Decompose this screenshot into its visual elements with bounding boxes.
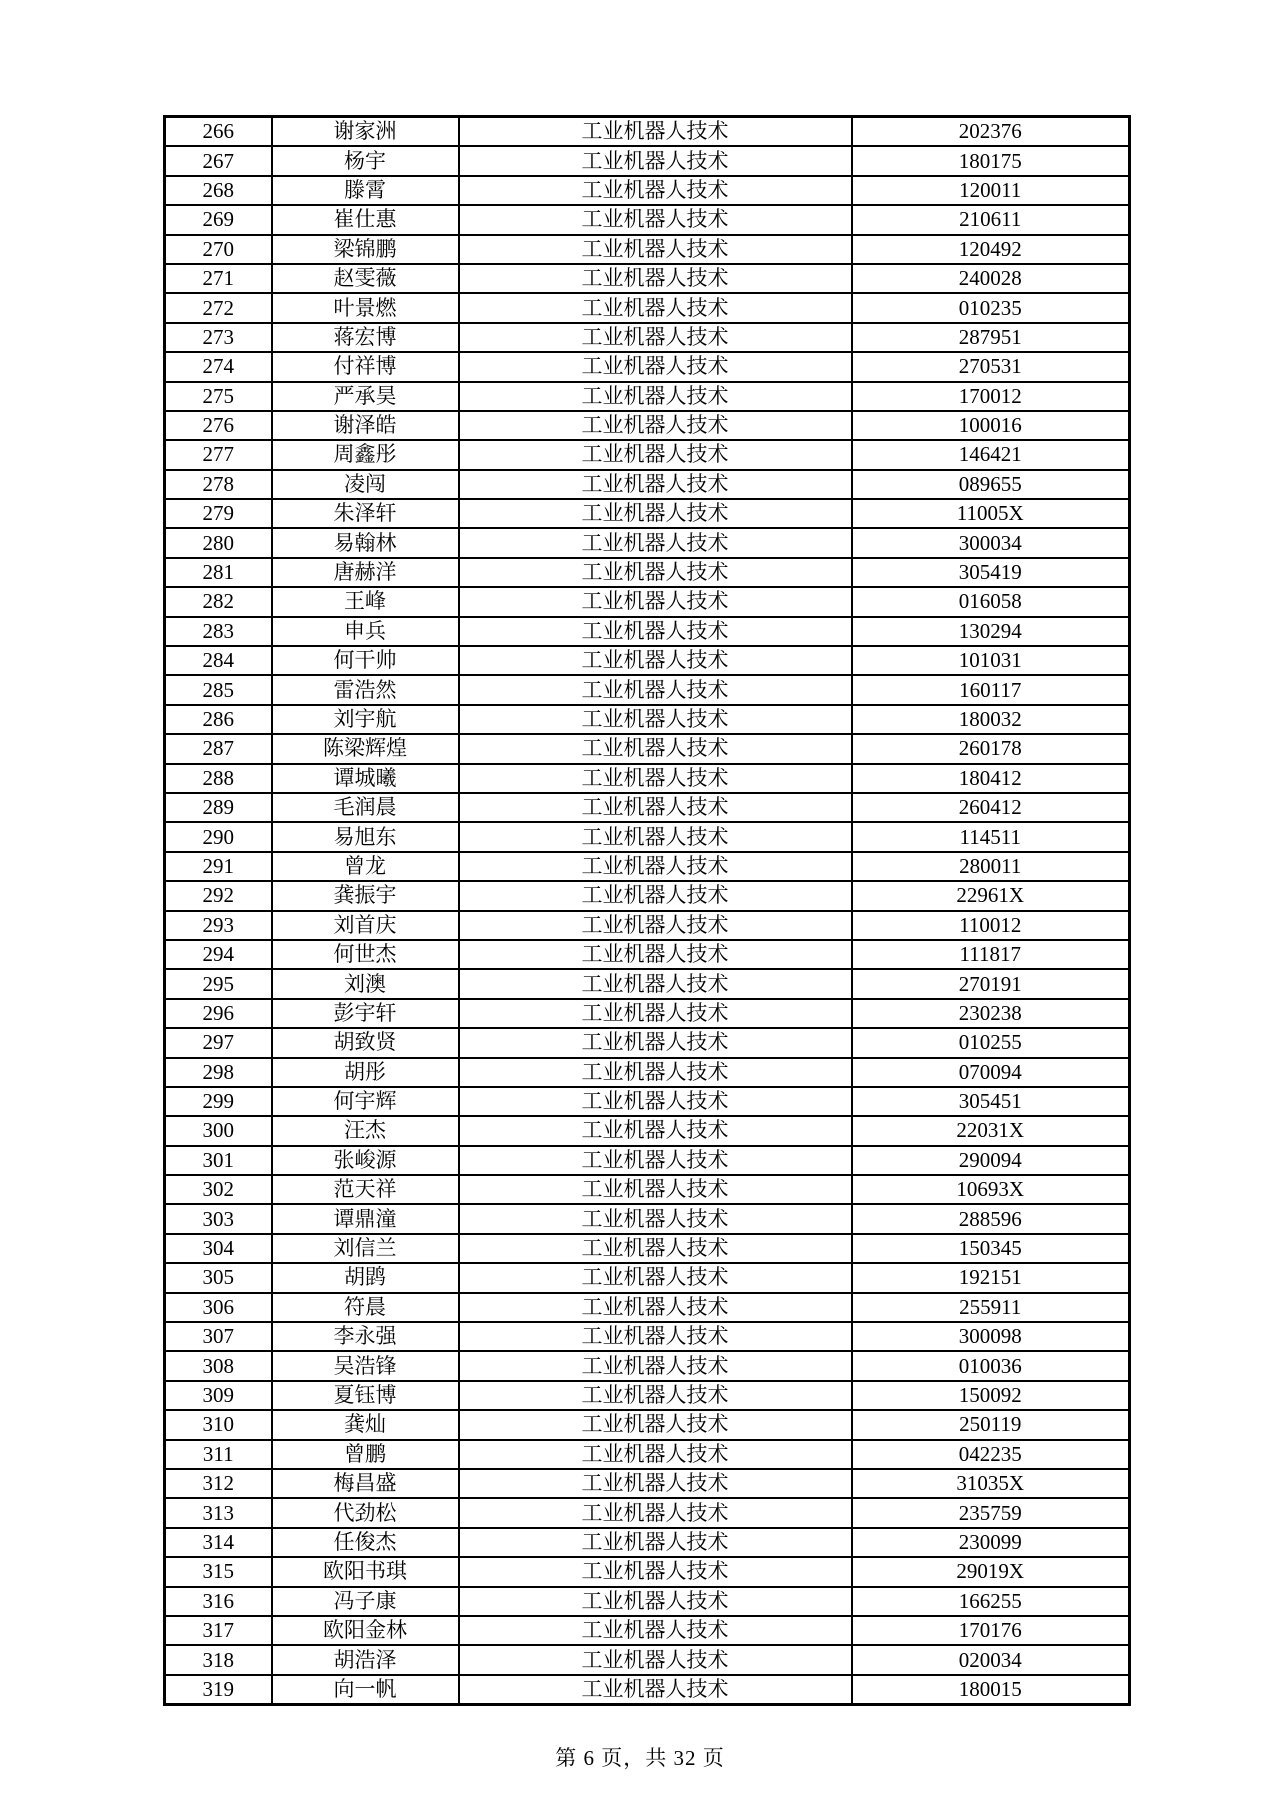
- cell-name: 曾龙: [272, 852, 459, 881]
- cell-name: 梅昌盛: [272, 1469, 459, 1498]
- cell-name: 刘首庆: [272, 911, 459, 940]
- table-row: [165, 470, 1130, 499]
- table-row: [165, 911, 1130, 940]
- cell-name: 易旭东: [272, 822, 459, 851]
- cell-name: 陈梁辉煌: [272, 734, 459, 763]
- cell-seq: 313: [165, 1498, 272, 1527]
- cell-major: 工业机器人技术: [459, 176, 852, 205]
- cell-id: 280011: [852, 852, 1130, 881]
- table-row: [165, 675, 1130, 704]
- cell-id: 260178: [852, 734, 1130, 763]
- table-row: [165, 1234, 1130, 1263]
- table-row: [165, 528, 1130, 557]
- cell-major: 工业机器人技术: [459, 1146, 852, 1175]
- cell-major: 工业机器人技术: [459, 235, 852, 264]
- cell-major: 工业机器人技术: [459, 852, 852, 881]
- cell-major: 工业机器人技术: [459, 1557, 852, 1586]
- cell-name: 冯子康: [272, 1587, 459, 1616]
- table-row: [165, 293, 1130, 322]
- cell-id: 287951: [852, 323, 1130, 352]
- cell-name: 李永强: [272, 1322, 459, 1351]
- cell-seq: 312: [165, 1469, 272, 1498]
- cell-id: 235759: [852, 1498, 1130, 1527]
- cell-seq: 276: [165, 411, 272, 440]
- cell-id: 288596: [852, 1204, 1130, 1233]
- cell-id: 11005X: [852, 499, 1130, 528]
- table-row: [165, 1028, 1130, 1057]
- cell-name: 杨宇: [272, 146, 459, 175]
- cell-name: 申兵: [272, 617, 459, 646]
- cell-id: 010036: [852, 1351, 1130, 1380]
- cell-name: 代劲松: [272, 1498, 459, 1527]
- cell-seq: 290: [165, 822, 272, 851]
- cell-seq: 287: [165, 734, 272, 763]
- table-row: [165, 1351, 1130, 1380]
- cell-id: 114511: [852, 822, 1130, 851]
- table-row: [165, 822, 1130, 851]
- cell-seq: 274: [165, 352, 272, 381]
- cell-id: 170176: [852, 1616, 1130, 1645]
- cell-id: 166255: [852, 1587, 1130, 1616]
- cell-seq: 319: [165, 1675, 272, 1705]
- table-row: [165, 1557, 1130, 1586]
- cell-seq: 296: [165, 999, 272, 1028]
- cell-id: 100016: [852, 411, 1130, 440]
- table-row: [165, 499, 1130, 528]
- cell-seq: 288: [165, 764, 272, 793]
- cell-id: 180015: [852, 1675, 1130, 1705]
- cell-major: 工业机器人技术: [459, 1293, 852, 1322]
- cell-major: 工业机器人技术: [459, 1058, 852, 1087]
- table-row: [165, 734, 1130, 763]
- cell-id: 192151: [852, 1263, 1130, 1292]
- cell-seq: 298: [165, 1058, 272, 1087]
- table-row: [165, 1087, 1130, 1116]
- cell-major: 工业机器人技术: [459, 911, 852, 940]
- cell-major: 工业机器人技术: [459, 264, 852, 293]
- cell-major: 工业机器人技术: [459, 117, 852, 147]
- cell-name: 毛润晨: [272, 793, 459, 822]
- cell-seq: 277: [165, 440, 272, 469]
- cell-major: 工业机器人技术: [459, 1028, 852, 1057]
- cell-seq: 271: [165, 264, 272, 293]
- cell-seq: 309: [165, 1381, 272, 1410]
- cell-major: 工业机器人技术: [459, 1116, 852, 1145]
- cell-seq: 300: [165, 1116, 272, 1145]
- table-row: [165, 940, 1130, 969]
- cell-name: 周鑫彤: [272, 440, 459, 469]
- table-row: [165, 1469, 1130, 1498]
- table-row: [165, 1645, 1130, 1674]
- cell-major: 工业机器人技术: [459, 323, 852, 352]
- table-row: [165, 793, 1130, 822]
- roster-table-body: [165, 117, 1130, 1705]
- table-row: [165, 176, 1130, 205]
- cell-seq: 301: [165, 1146, 272, 1175]
- cell-id: 010235: [852, 293, 1130, 322]
- cell-name: 刘澳: [272, 969, 459, 998]
- table-row: [165, 646, 1130, 675]
- cell-name: 梁锦鹏: [272, 235, 459, 264]
- table-row: [165, 1381, 1130, 1410]
- cell-id: 160117: [852, 675, 1130, 704]
- cell-major: 工业机器人技术: [459, 793, 852, 822]
- cell-name: 彭宇轩: [272, 999, 459, 1028]
- cell-id: 101031: [852, 646, 1130, 675]
- table-row: [165, 1058, 1130, 1087]
- roster-table: [163, 115, 1131, 1706]
- cell-name: 刘信兰: [272, 1234, 459, 1263]
- cell-major: 工业机器人技术: [459, 734, 852, 763]
- table-row: [165, 1293, 1130, 1322]
- cell-major: 工业机器人技术: [459, 617, 852, 646]
- table-row: [165, 1675, 1130, 1705]
- cell-seq: 311: [165, 1440, 272, 1469]
- cell-name: 胡致贤: [272, 1028, 459, 1057]
- cell-major: 工业机器人技术: [459, 999, 852, 1028]
- table-row: [165, 1498, 1130, 1527]
- table-row: [165, 146, 1130, 175]
- cell-seq: 291: [165, 852, 272, 881]
- cell-id: 120492: [852, 235, 1130, 264]
- cell-seq: 275: [165, 382, 272, 411]
- cell-name: 任俊杰: [272, 1528, 459, 1557]
- table-row: [165, 1528, 1130, 1557]
- table-row: [165, 1204, 1130, 1233]
- table-row: [165, 235, 1130, 264]
- cell-id: 22961X: [852, 881, 1130, 910]
- cell-name: 朱泽轩: [272, 499, 459, 528]
- table-row: [165, 969, 1130, 998]
- page-footer: 第 6 页，共 32 页: [555, 1746, 725, 1770]
- cell-seq: 272: [165, 293, 272, 322]
- cell-name: 范天祥: [272, 1175, 459, 1204]
- cell-name: 谭鼎潼: [272, 1204, 459, 1233]
- cell-major: 工业机器人技术: [459, 528, 852, 557]
- cell-name: 叶景燃: [272, 293, 459, 322]
- cell-seq: 268: [165, 176, 272, 205]
- table-row: [165, 1616, 1130, 1645]
- table-row: [165, 1440, 1130, 1469]
- cell-major: 工业机器人技术: [459, 382, 852, 411]
- cell-seq: 278: [165, 470, 272, 499]
- cell-id: 230099: [852, 1528, 1130, 1557]
- cell-id: 020034: [852, 1645, 1130, 1674]
- cell-id: 300098: [852, 1322, 1130, 1351]
- cell-id: 29019X: [852, 1557, 1130, 1586]
- cell-seq: 299: [165, 1087, 272, 1116]
- cell-major: 工业机器人技术: [459, 822, 852, 851]
- cell-name: 欧阳金林: [272, 1616, 459, 1645]
- table-row: [165, 1116, 1130, 1145]
- cell-major: 工业机器人技术: [459, 470, 852, 499]
- cell-major: 工业机器人技术: [459, 1351, 852, 1380]
- cell-id: 260412: [852, 793, 1130, 822]
- table-row: [165, 205, 1130, 234]
- cell-seq: 310: [165, 1410, 272, 1439]
- cell-name: 龚振宇: [272, 881, 459, 910]
- cell-major: 工业机器人技术: [459, 411, 852, 440]
- cell-name: 崔仕惠: [272, 205, 459, 234]
- cell-major: 工业机器人技术: [459, 969, 852, 998]
- cell-name: 赵雯薇: [272, 264, 459, 293]
- cell-name: 龚灿: [272, 1410, 459, 1439]
- cell-name: 凌闯: [272, 470, 459, 499]
- cell-name: 滕霄: [272, 176, 459, 205]
- cell-name: 张峻源: [272, 1146, 459, 1175]
- cell-major: 工业机器人技术: [459, 1440, 852, 1469]
- cell-seq: 294: [165, 940, 272, 969]
- cell-major: 工业机器人技术: [459, 1410, 852, 1439]
- cell-name: 胡鹍: [272, 1263, 459, 1292]
- cell-id: 305451: [852, 1087, 1130, 1116]
- cell-name: 向一帆: [272, 1675, 459, 1705]
- cell-name: 谢泽皓: [272, 411, 459, 440]
- cell-seq: 269: [165, 205, 272, 234]
- cell-id: 111817: [852, 940, 1130, 969]
- cell-name: 何干帅: [272, 646, 459, 675]
- cell-name: 王峰: [272, 587, 459, 616]
- cell-id: 305419: [852, 558, 1130, 587]
- cell-major: 工业机器人技术: [459, 705, 852, 734]
- cell-seq: 316: [165, 1587, 272, 1616]
- cell-major: 工业机器人技术: [459, 1234, 852, 1263]
- cell-name: 曾鹏: [272, 1440, 459, 1469]
- cell-id: 170012: [852, 382, 1130, 411]
- cell-seq: 303: [165, 1204, 272, 1233]
- cell-id: 290094: [852, 1146, 1130, 1175]
- cell-seq: 273: [165, 323, 272, 352]
- cell-seq: 317: [165, 1616, 272, 1645]
- cell-major: 工业机器人技术: [459, 293, 852, 322]
- cell-seq: 297: [165, 1028, 272, 1057]
- cell-seq: 285: [165, 675, 272, 704]
- cell-major: 工业机器人技术: [459, 1498, 852, 1527]
- cell-seq: 295: [165, 969, 272, 998]
- cell-major: 工业机器人技术: [459, 352, 852, 381]
- cell-id: 110012: [852, 911, 1130, 940]
- cell-seq: 315: [165, 1557, 272, 1586]
- cell-major: 工业机器人技术: [459, 1322, 852, 1351]
- cell-major: 工业机器人技术: [459, 558, 852, 587]
- cell-name: 雷浩然: [272, 675, 459, 704]
- cell-major: 工业机器人技术: [459, 1645, 852, 1674]
- table-row: [165, 352, 1130, 381]
- table-row: [165, 1322, 1130, 1351]
- cell-name: 严承昊: [272, 382, 459, 411]
- cell-name: 胡彤: [272, 1058, 459, 1087]
- table-row: [165, 852, 1130, 881]
- cell-id: 070094: [852, 1058, 1130, 1087]
- cell-id: 120011: [852, 176, 1130, 205]
- cell-seq: 314: [165, 1528, 272, 1557]
- cell-id: 089655: [852, 470, 1130, 499]
- table-row: [165, 1410, 1130, 1439]
- cell-seq: 318: [165, 1645, 272, 1674]
- cell-name: 何世杰: [272, 940, 459, 969]
- cell-major: 工业机器人技术: [459, 1381, 852, 1410]
- cell-seq: 308: [165, 1351, 272, 1380]
- cell-major: 工业机器人技术: [459, 1587, 852, 1616]
- table-row: [165, 264, 1130, 293]
- cell-seq: 307: [165, 1322, 272, 1351]
- table-row: [165, 764, 1130, 793]
- cell-id: 150092: [852, 1381, 1130, 1410]
- cell-seq: 283: [165, 617, 272, 646]
- cell-major: 工业机器人技术: [459, 1204, 852, 1233]
- cell-seq: 282: [165, 587, 272, 616]
- cell-seq: 284: [165, 646, 272, 675]
- table-row: [165, 411, 1130, 440]
- table-row: [165, 881, 1130, 910]
- cell-id: 230238: [852, 999, 1130, 1028]
- table-row: [165, 1263, 1130, 1292]
- table-row: [165, 382, 1130, 411]
- cell-id: 250119: [852, 1410, 1130, 1439]
- cell-major: 工业机器人技术: [459, 1528, 852, 1557]
- cell-name: 何宇辉: [272, 1087, 459, 1116]
- table-row: [165, 1175, 1130, 1204]
- cell-id: 010255: [852, 1028, 1130, 1057]
- cell-id: 22031X: [852, 1116, 1130, 1145]
- cell-seq: 270: [165, 235, 272, 264]
- table-row: [165, 323, 1130, 352]
- cell-seq: 304: [165, 1234, 272, 1263]
- cell-id: 270191: [852, 969, 1130, 998]
- cell-id: 300034: [852, 528, 1130, 557]
- cell-major: 工业机器人技术: [459, 764, 852, 793]
- cell-id: 180032: [852, 705, 1130, 734]
- table-row: [165, 117, 1130, 147]
- cell-seq: 281: [165, 558, 272, 587]
- cell-major: 工业机器人技术: [459, 146, 852, 175]
- cell-major: 工业机器人技术: [459, 205, 852, 234]
- cell-major: 工业机器人技术: [459, 1675, 852, 1705]
- cell-major: 工业机器人技术: [459, 587, 852, 616]
- cell-seq: 305: [165, 1263, 272, 1292]
- cell-major: 工业机器人技术: [459, 1469, 852, 1498]
- cell-seq: 293: [165, 911, 272, 940]
- cell-major: 工业机器人技术: [459, 1263, 852, 1292]
- cell-name: 胡浩泽: [272, 1645, 459, 1674]
- cell-major: 工业机器人技术: [459, 881, 852, 910]
- cell-name: 谭城曦: [272, 764, 459, 793]
- cell-seq: 306: [165, 1293, 272, 1322]
- cell-seq: 267: [165, 146, 272, 175]
- cell-id: 210611: [852, 205, 1130, 234]
- table-row: [165, 1587, 1130, 1616]
- cell-id: 31035X: [852, 1469, 1130, 1498]
- cell-id: 255911: [852, 1293, 1130, 1322]
- cell-id: 146421: [852, 440, 1130, 469]
- table-row: [165, 999, 1130, 1028]
- cell-major: 工业机器人技术: [459, 646, 852, 675]
- cell-seq: 266: [165, 117, 272, 147]
- table-row: [165, 617, 1130, 646]
- cell-seq: 286: [165, 705, 272, 734]
- table-row: [165, 440, 1130, 469]
- cell-name: 汪杰: [272, 1116, 459, 1145]
- cell-id: 270531: [852, 352, 1130, 381]
- cell-seq: 279: [165, 499, 272, 528]
- cell-id: 130294: [852, 617, 1130, 646]
- cell-major: 工业机器人技术: [459, 499, 852, 528]
- cell-id: 180412: [852, 764, 1130, 793]
- cell-id: 042235: [852, 1440, 1130, 1469]
- table-row: [165, 587, 1130, 616]
- cell-name: 符晨: [272, 1293, 459, 1322]
- table-row: [165, 1146, 1130, 1175]
- cell-seq: 302: [165, 1175, 272, 1204]
- cell-seq: 280: [165, 528, 272, 557]
- cell-id: 10693X: [852, 1175, 1130, 1204]
- cell-name: 吴浩锋: [272, 1351, 459, 1380]
- cell-name: 刘宇航: [272, 705, 459, 734]
- cell-seq: 292: [165, 881, 272, 910]
- cell-major: 工业机器人技术: [459, 440, 852, 469]
- cell-name: 付祥博: [272, 352, 459, 381]
- cell-name: 欧阳书琪: [272, 1557, 459, 1586]
- table-row: [165, 705, 1130, 734]
- table-row: [165, 558, 1130, 587]
- cell-major: 工业机器人技术: [459, 1175, 852, 1204]
- cell-name: 易翰林: [272, 528, 459, 557]
- cell-name: 夏钰博: [272, 1381, 459, 1410]
- cell-id: 016058: [852, 587, 1130, 616]
- cell-name: 唐赫洋: [272, 558, 459, 587]
- cell-id: 180175: [852, 146, 1130, 175]
- cell-major: 工业机器人技术: [459, 940, 852, 969]
- cell-id: 240028: [852, 264, 1130, 293]
- cell-major: 工业机器人技术: [459, 1616, 852, 1645]
- cell-name: 蒋宏博: [272, 323, 459, 352]
- cell-id: 150345: [852, 1234, 1130, 1263]
- cell-seq: 289: [165, 793, 272, 822]
- cell-name: 谢家洲: [272, 117, 459, 147]
- cell-id: 202376: [852, 117, 1130, 147]
- cell-major: 工业机器人技术: [459, 675, 852, 704]
- cell-major: 工业机器人技术: [459, 1087, 852, 1116]
